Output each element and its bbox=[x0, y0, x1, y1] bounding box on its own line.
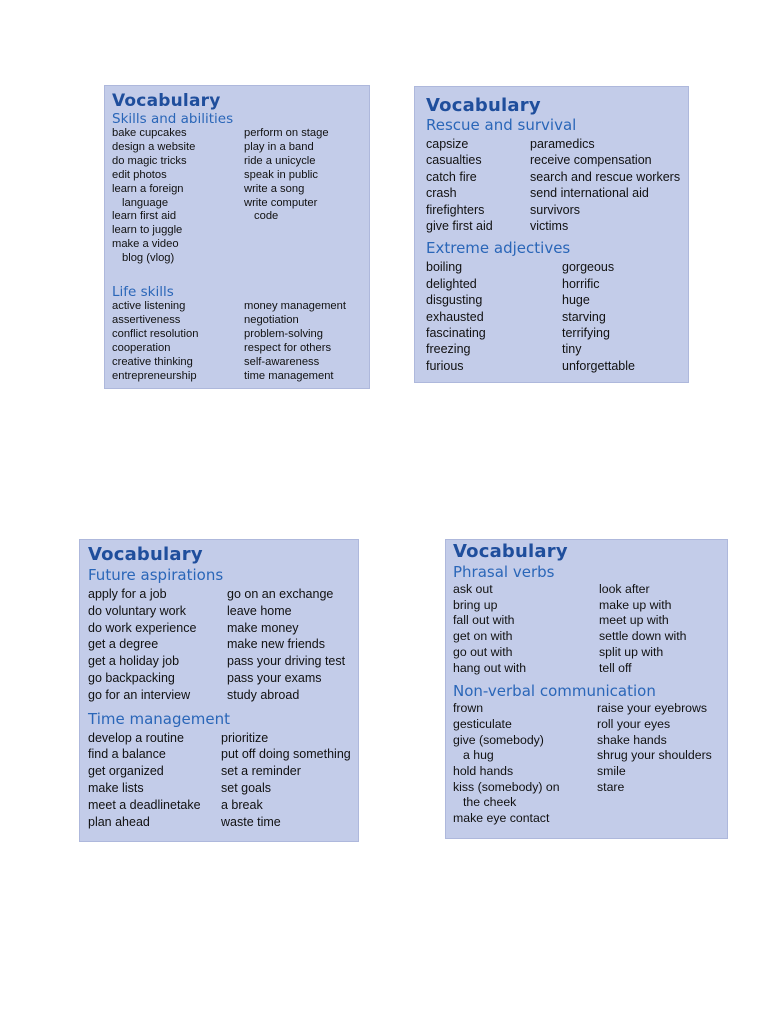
word-item: blog (vlog) bbox=[122, 252, 175, 265]
word-item: plan ahead bbox=[88, 814, 150, 829]
word-item: negotiation bbox=[244, 313, 299, 326]
word-item: do work experience bbox=[88, 620, 197, 635]
word-item: hang out with bbox=[453, 660, 527, 675]
word-item: prioritize bbox=[221, 730, 269, 745]
word-item: set goals bbox=[221, 780, 272, 795]
word-item: code bbox=[254, 210, 279, 223]
section-heading-future-aspirations: Future aspirations bbox=[88, 566, 224, 584]
word-item: a hug bbox=[463, 748, 494, 763]
word-item: bring up bbox=[453, 597, 498, 612]
word-list bbox=[112, 127, 369, 266]
word-column bbox=[244, 300, 346, 383]
card-title: Vocabulary bbox=[453, 541, 568, 562]
word-item: cooperation bbox=[112, 341, 171, 354]
word-item: furious bbox=[426, 358, 464, 373]
word-item: look after bbox=[599, 582, 650, 596]
word-item: survivors bbox=[530, 202, 581, 217]
word-column bbox=[599, 582, 687, 676]
word-item: fall out with bbox=[453, 613, 515, 628]
word-item: pass your exams bbox=[227, 670, 322, 685]
word-item: paramedics bbox=[530, 137, 595, 151]
life-skills-section bbox=[112, 284, 369, 383]
word-item: find a balance bbox=[88, 747, 166, 762]
word-item: make new friends bbox=[227, 637, 325, 652]
word-item: perform on stage bbox=[244, 127, 329, 139]
word-item: search and rescue workers bbox=[530, 169, 681, 184]
word-item: self-awareness bbox=[244, 355, 320, 368]
word-item: horrific bbox=[562, 276, 600, 291]
word-item: gorgeous bbox=[562, 260, 615, 275]
word-item: stare bbox=[597, 779, 625, 794]
word-item: terrifying bbox=[562, 326, 610, 341]
word-item: write a song bbox=[244, 182, 305, 195]
word-item: settle down with bbox=[599, 629, 687, 644]
word-item: get a degree bbox=[88, 637, 159, 652]
word-column bbox=[244, 127, 329, 266]
vocabulary-card-communication bbox=[445, 539, 728, 839]
word-item: get on with bbox=[453, 629, 513, 644]
vocabulary-card-skills bbox=[104, 85, 370, 389]
word-item: language bbox=[122, 196, 169, 209]
word-item: make lists bbox=[88, 780, 144, 795]
word-list bbox=[426, 259, 688, 374]
word-column bbox=[562, 259, 635, 374]
word-item: meet up with bbox=[599, 613, 669, 628]
word-list bbox=[112, 300, 369, 383]
word-column bbox=[453, 582, 599, 676]
word-item: tiny bbox=[562, 342, 582, 357]
word-list bbox=[453, 701, 727, 827]
word-item: casualties bbox=[426, 153, 482, 168]
word-item: get a holiday job bbox=[88, 654, 180, 669]
word-column bbox=[88, 730, 221, 831]
section-heading-rescue-and-survival: Rescue and survival bbox=[426, 116, 577, 134]
word-item: roll your eyes bbox=[597, 716, 671, 731]
word-item: develop a routine bbox=[88, 730, 184, 745]
word-item: freezing bbox=[426, 342, 471, 357]
word-item: edit photos bbox=[112, 168, 167, 181]
word-item: fascinating bbox=[426, 326, 486, 341]
card-title: Vocabulary bbox=[426, 95, 541, 116]
word-item: bake cupcakes bbox=[112, 127, 187, 139]
word-column bbox=[221, 730, 351, 831]
word-item: assertiveness bbox=[112, 313, 181, 326]
word-item: respect for others bbox=[244, 341, 332, 354]
section-heading-phrasal-verbs: Phrasal verbs bbox=[453, 563, 555, 581]
word-item: waste time bbox=[221, 814, 281, 829]
word-item: victims bbox=[530, 219, 569, 234]
word-column bbox=[227, 586, 345, 704]
word-column bbox=[453, 701, 597, 827]
word-column bbox=[426, 136, 530, 234]
word-item: conflict resolution bbox=[112, 327, 199, 340]
non-verbal-communication-section bbox=[453, 682, 727, 827]
section-heading-extreme-adjectives: Extreme adjectives bbox=[426, 239, 571, 258]
word-item: ride a unicycle bbox=[244, 154, 316, 167]
section-heading-life-skills: Life skills bbox=[112, 284, 174, 301]
word-item: problem-solving bbox=[244, 327, 323, 340]
word-column bbox=[112, 300, 244, 383]
word-item: shake hands bbox=[597, 732, 667, 747]
word-item: time management bbox=[244, 369, 334, 382]
word-list bbox=[88, 586, 358, 704]
word-column bbox=[112, 127, 244, 266]
word-item: a break bbox=[221, 797, 263, 812]
word-item: go out with bbox=[453, 644, 513, 659]
word-item: creative thinking bbox=[112, 355, 193, 368]
word-column bbox=[530, 136, 680, 234]
word-item: set a reminder bbox=[221, 764, 301, 779]
word-item: give (somebody) bbox=[453, 732, 544, 747]
word-item: go on an exchange bbox=[227, 587, 334, 601]
word-item: make eye contact bbox=[453, 811, 550, 826]
word-item: make a video bbox=[112, 238, 179, 251]
card-title: Vocabulary bbox=[88, 544, 203, 565]
word-column bbox=[88, 586, 227, 704]
word-column bbox=[426, 259, 562, 374]
word-item: boiling bbox=[426, 260, 463, 275]
word-item: tell off bbox=[599, 660, 632, 675]
card-title: Vocabulary bbox=[112, 91, 221, 111]
word-item: active listening bbox=[112, 300, 186, 313]
word-item: make money bbox=[227, 620, 299, 635]
section-heading-non-verbal-communication: Non-verbal communication bbox=[453, 682, 656, 701]
word-item: smile bbox=[597, 764, 626, 779]
word-item: delighted bbox=[426, 276, 477, 291]
word-item: go backpacking bbox=[88, 670, 175, 685]
vocabulary-card-future bbox=[79, 539, 359, 842]
word-item: design a website bbox=[112, 140, 196, 153]
word-item: capsize bbox=[426, 137, 469, 151]
word-item: learn a foreign bbox=[112, 182, 184, 195]
word-item: receive compensation bbox=[530, 153, 652, 168]
word-item: crash bbox=[426, 186, 457, 201]
word-item: give first aid bbox=[426, 219, 493, 234]
word-item: gesticulate bbox=[453, 716, 512, 731]
word-item: leave home bbox=[227, 603, 292, 618]
word-item: make up with bbox=[599, 597, 672, 612]
section-heading-time-management: Time management bbox=[88, 709, 230, 728]
word-item: hold hands bbox=[453, 764, 514, 779]
word-item: firefighters bbox=[426, 202, 485, 217]
word-item: the cheek bbox=[463, 795, 517, 810]
word-list bbox=[88, 730, 358, 831]
word-item: money management bbox=[244, 300, 346, 313]
extreme-adjectives-section bbox=[426, 240, 688, 374]
word-item: go for an interview bbox=[88, 687, 191, 702]
vocabulary-card-rescue bbox=[414, 86, 689, 383]
word-item: write computer bbox=[244, 196, 318, 209]
word-column bbox=[597, 701, 712, 827]
word-item: catch fire bbox=[426, 169, 477, 184]
word-item: get organized bbox=[88, 764, 164, 779]
word-item: put off doing something bbox=[221, 747, 351, 762]
word-item: ask out bbox=[453, 582, 493, 596]
word-item: entrepreneurship bbox=[112, 369, 197, 382]
word-item: study abroad bbox=[227, 687, 300, 702]
word-item: huge bbox=[562, 293, 590, 308]
word-item: disgusting bbox=[426, 293, 483, 308]
word-item: do voluntary work bbox=[88, 603, 186, 618]
word-list bbox=[426, 136, 688, 234]
word-item: raise your eyebrows bbox=[597, 701, 708, 716]
word-item: meet a deadlinetake bbox=[88, 797, 201, 812]
word-item: learn first aid bbox=[112, 210, 177, 223]
word-item: apply for a job bbox=[88, 587, 167, 601]
word-item: split up with bbox=[599, 644, 664, 659]
word-item: do magic tricks bbox=[112, 154, 187, 167]
word-item: exhausted bbox=[426, 309, 484, 324]
section-heading-skills-and-abilities: Skills and abilities bbox=[112, 111, 234, 127]
word-list bbox=[453, 582, 727, 676]
word-item: kiss (somebody) on bbox=[453, 779, 560, 794]
word-item: shrug your shoulders bbox=[597, 748, 712, 763]
word-item: starving bbox=[562, 309, 606, 324]
word-item: play in a band bbox=[244, 140, 314, 153]
word-item: learn to juggle bbox=[112, 224, 183, 237]
word-item: unforgettable bbox=[562, 358, 635, 373]
word-item: pass your driving test bbox=[227, 654, 346, 669]
word-item: speak in public bbox=[244, 168, 319, 181]
time-management-section bbox=[88, 710, 358, 831]
word-item: send international aid bbox=[530, 186, 649, 201]
word-item: frown bbox=[453, 701, 484, 716]
